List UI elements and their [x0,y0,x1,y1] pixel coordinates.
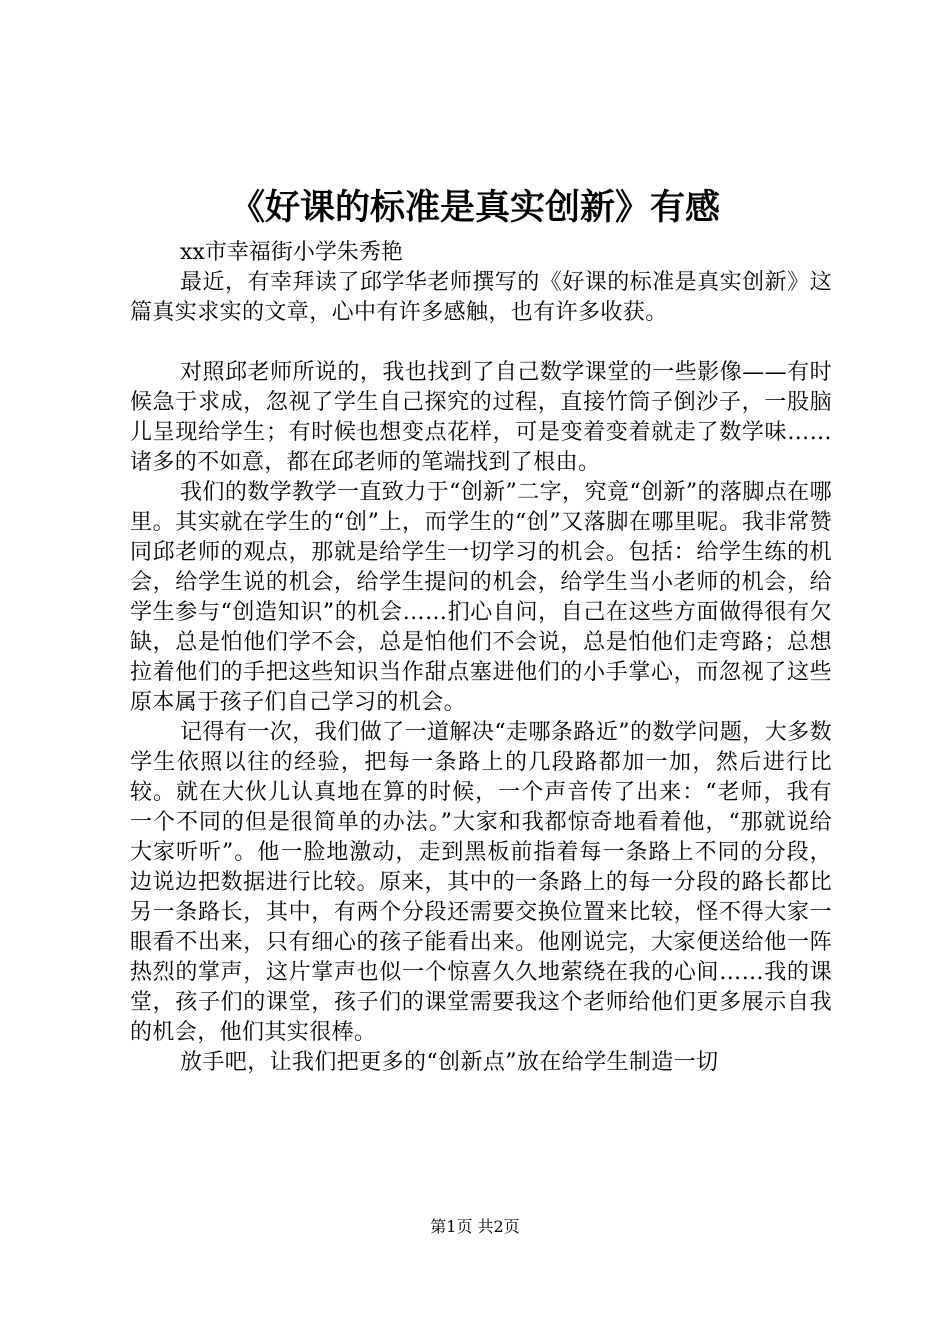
document-title: 《好课的标准是真实创新》有感 [229,187,720,228]
paragraph-4: 记得有一次，我们做了一道解决“走哪条路近”的数学问题，大多数学生依照以往的经验，把每一条路上的几段路都加一加，然后进行比较。就在大伙儿认真地在算的时候，一个声音传了出来：“老师，我有一个不同的但是很简单的办法。”大家和我都惊奇地看着他，“那就说给大家听听”。他一脸地激动，走到黑板前指着每一条路上不同的分段，边说边把数据进行比较。原来，其中的一条路上的每一分段的路长都比另一条路长，其中，有两个分段还需要交换位置来比较，怪不得大家一眼看不出来，只有细心的孩子能看出来。他刚说完，大家便送给他一阵热烈的掌声，这片掌声也似一个惊喜久久地萦绕在我的心间……我的课堂，孩子们的课堂，孩子们的课堂需要我这个老师给他们更多展示自我的机会，他们其实很棒。 [130,720,832,1045]
paragraph-3: 我们的数学教学一直致力于“创新”二字，究竟“创新”的落脚点在哪里。其实就在学生的“创”上，而学生的“创”又落脚在哪里呢。我非常赞同邱老师的观点，那就是给学生一切学习的机会。包括：给学生练的机会，给学生说的机会，给学生提问的机会，给学生当小老师的机会，给学生参与“创造知识”的机会……扪心自问，自己在这些方面做得很有欠缺，总是怕他们学不会，总是怕他们不会说，总是怕他们走弯路；总想拉着他们的手把这些知识当作甜点塞进他们的小手掌心，而忽视了这些原本属于孩子们自己学习的机会。 [130,480,832,715]
paragraph-2: 对照邱老师所说的，我也找到了自己数学课堂的一些影像——有时候急于求成，忽视了学生自己探究的过程，直接竹筒子倒沙子，一股脑儿呈现给学生；有时候也想变点花样，可是变着变着就走了数学味……诸多的不如意，都在邱老师的笔端找到了根由。 [130,360,832,475]
author-line: xx市幸福街小学朱秀艳 [180,240,403,265]
paragraph-1: 最近，有幸拜读了邱学华老师撰写的《好课的标准是真实创新》这篇真实求实的文章，心中有许多感触，也有许多收获。 [130,270,832,325]
page-footer: 第1页 共2页 [430,1217,520,1236]
document-body [130,238,832,1078]
paragraph-5: 放手吧，让我们把更多的“创新点”放在给学生制造一切 [180,1050,719,1075]
